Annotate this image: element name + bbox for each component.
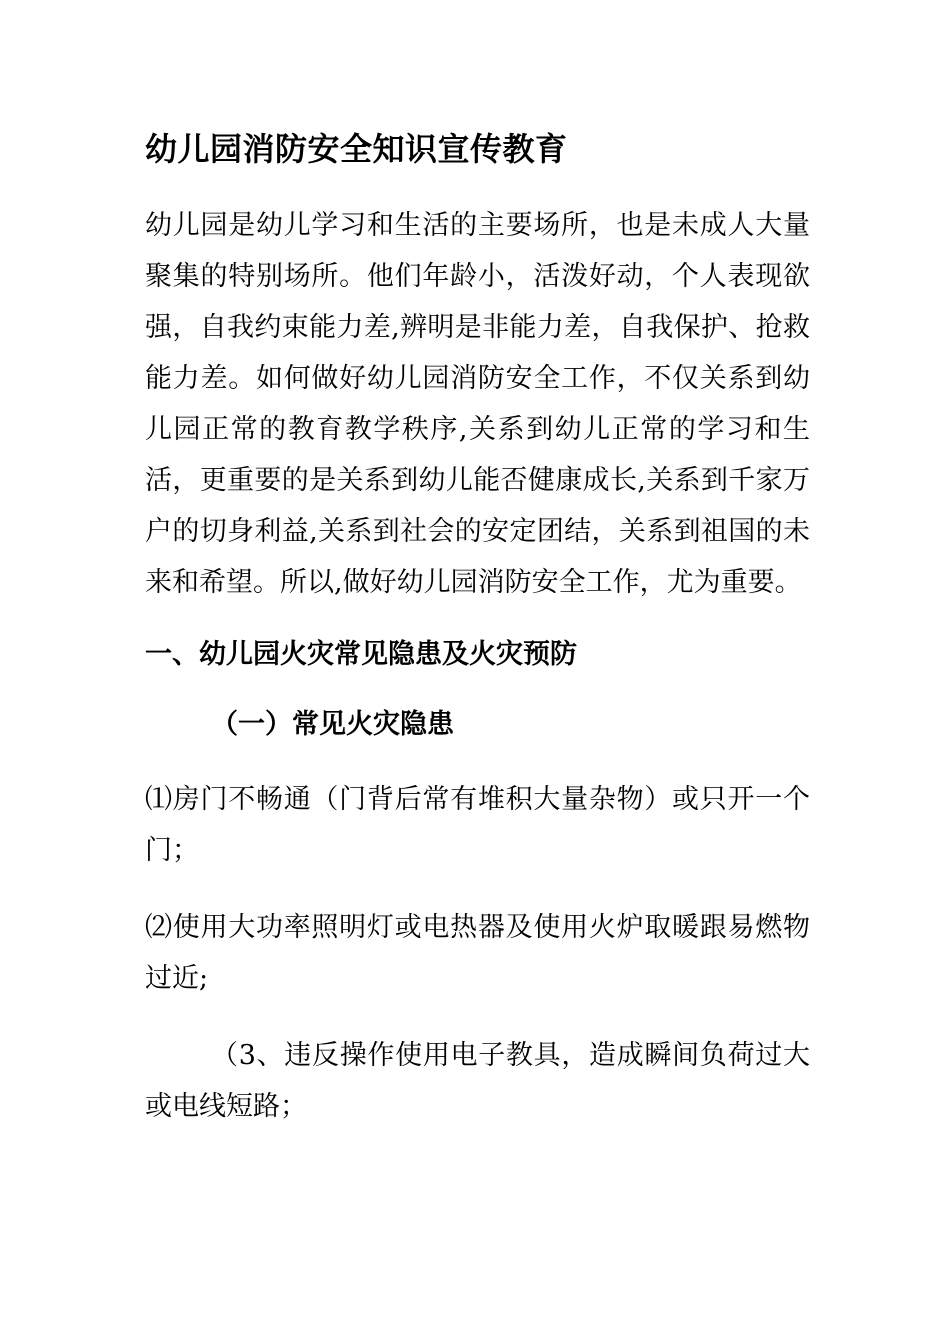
list-item: （3、违反操作使用电子教具，造成瞬间负荷过大或电线短路；	[145, 1040, 810, 1122]
list-item: ⑴房门不畅通（门背后常有堆积大量杂物）或只开一个门；	[145, 784, 810, 866]
document-body	[145, 126, 810, 1132]
list-item: ⑵使用大功率照明灯或电热器及使用火炉取暖跟易燃物过近;	[145, 912, 810, 994]
section-heading: 一、幼儿园火灾常见隐患及火灾预防	[145, 639, 577, 670]
document-title: 幼儿园消防安全知识宣传教育	[145, 130, 568, 168]
intro-paragraph: 幼儿园是幼儿学习和生活的主要场所，也是未成人大量聚集的特别场所。他们年龄小，活泼好动，个人表现欲强，自我约束能力差,辨明是非能力差，自我保护、抢救能力差。如何做好幼儿园消防安全工作，不仅关系到幼儿园正常的教育教学秩序,关系到幼儿正常的学习和生活，更重要的是关系到幼儿能否健康成长,关系到千家万户的切身利益,关系到社会的安定团结，关系到祖国的未来和希望。所以,做好幼儿园消防安全工作，尤为重要。	[145, 210, 810, 598]
subsection-heading: （一）常见火灾隐患	[211, 709, 454, 740]
